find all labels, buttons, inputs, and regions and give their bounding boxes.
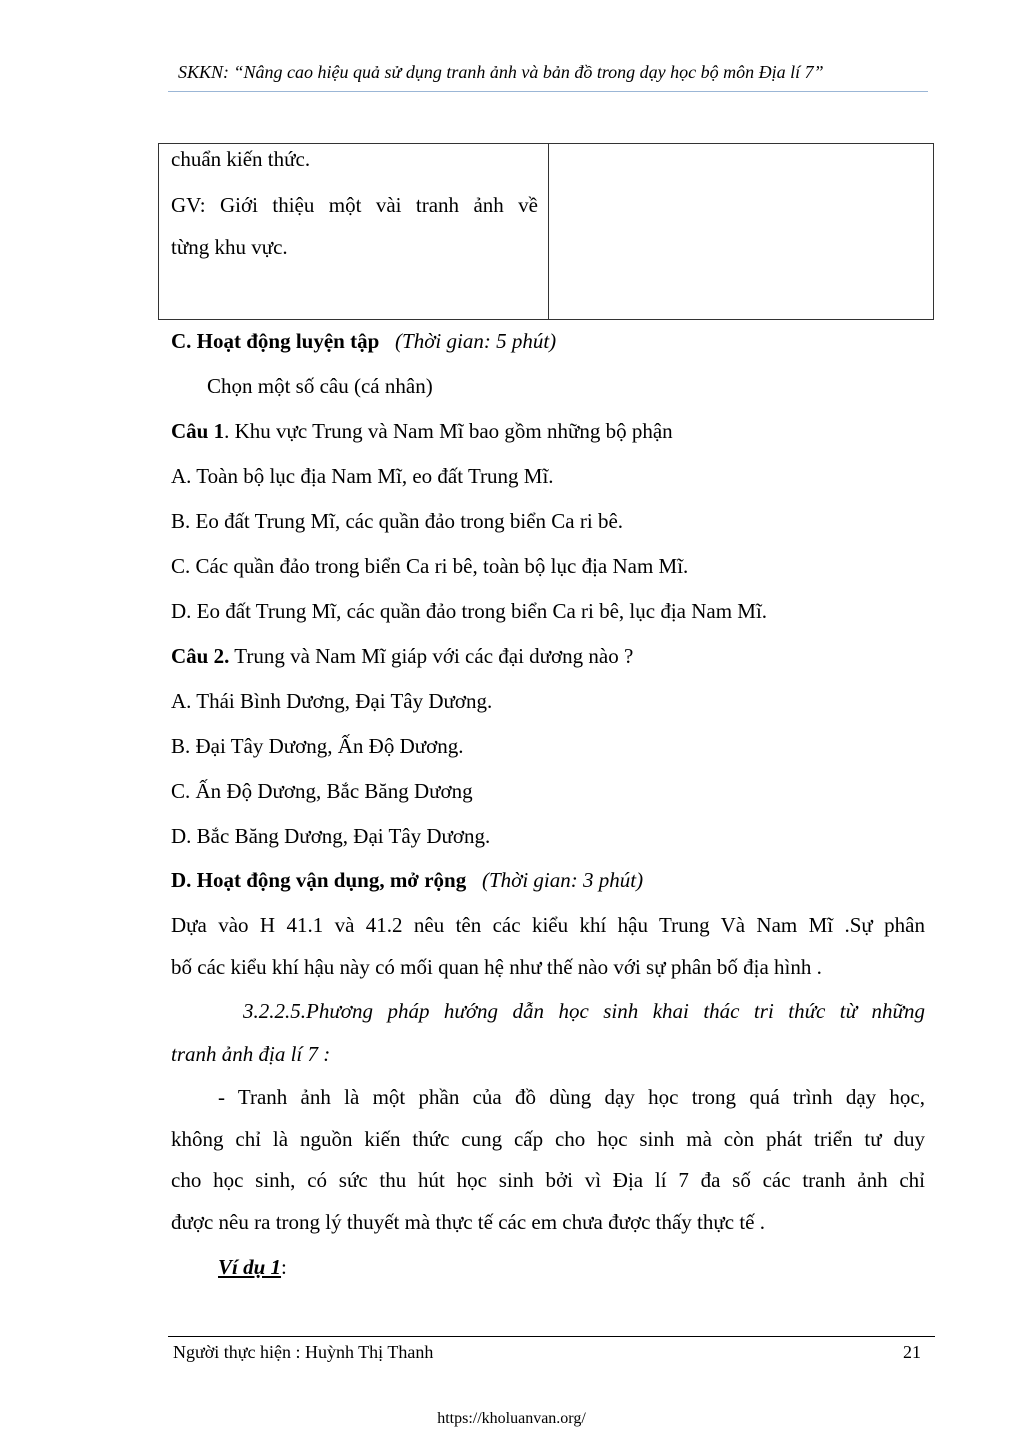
table-cell-line: chuẩn kiến thức.	[171, 147, 311, 171]
question-2-option-a: A. Thái Bình Dương, Đại Tây Dương.	[171, 689, 493, 713]
example-suffix: :	[281, 1255, 287, 1279]
footer-author: Người thực hiện : Huỳnh Thị Thanh	[173, 1342, 434, 1362]
body-paragraph-line: không chỉ là nguồn kiến thức cung cấp cho học sinh mà còn phát triển tư duy	[171, 1127, 925, 1151]
section-c-heading-line	[171, 329, 556, 353]
example-heading	[218, 1255, 287, 1279]
table-column-divider	[548, 143, 549, 320]
question-1-text: . Khu vực Trung và Nam Mĩ bao gồm những bộ phận	[224, 419, 673, 443]
section-c-heading: C. Hoạt động luyện tập	[171, 329, 380, 353]
header-divider	[168, 91, 928, 92]
body-paragraph-line: được nêu ra trong lý thuyết mà thực tế các em chưa được thấy thực tế .	[171, 1210, 765, 1234]
section-c-instruction: Chọn một số câu (cá nhân)	[207, 374, 433, 398]
section-d-time: (Thời gian: 3 phút)	[481, 868, 644, 892]
subsection-heading-cont: tranh ảnh địa lí 7 :	[171, 1042, 331, 1066]
question-1-option-b: B. Eo đất Trung Mĩ, các quần đảo trong biển Ca ri bê.	[171, 509, 624, 533]
example-label: Ví dụ 1	[218, 1255, 282, 1279]
body-paragraph-line: - Tranh ảnh là một phần của đồ dùng dạy học trong quá trình dạy học,	[218, 1085, 925, 1109]
body-paragraph-line: cho học sinh, có sức thu hút học sinh bởi vì Địa lí 7 đa số các tranh ảnh chỉ	[171, 1168, 925, 1192]
section-d-paragraph-line: bố các kiểu khí hậu này có mối quan hệ như thế nào với sự phân bố địa hình .	[171, 955, 822, 979]
footer-divider	[168, 1336, 935, 1337]
section-d-paragraph-line: Dựa vào H 41.1 và 41.2 nêu tên các kiểu khí hậu Trung Và Nam Mĩ .Sự phân	[171, 913, 925, 937]
page-number: 21	[903, 1342, 921, 1362]
question-2	[171, 644, 633, 668]
section-c-time: (Thời gian: 5 phút)	[395, 329, 557, 353]
question-1	[171, 419, 673, 443]
question-2-option-d: D. Bắc Băng Dương, Đại Tây Dương.	[171, 824, 491, 848]
question-2-text: Trung và Nam Mĩ giáp với các đại dương nào ?	[229, 644, 634, 668]
source-url[interactable]: https://kholuanvan.org/	[437, 1410, 586, 1427]
question-1-option-d: D. Eo đất Trung Mĩ, các quần đảo trong biển Ca ri bê, lục địa Nam Mĩ.	[171, 599, 768, 623]
table-cell-line: GV: Giới thiệu một vài tranh ảnh về	[171, 193, 538, 217]
running-header: SKKN: “Nâng cao hiệu quả sử dụng tranh ảnh và bản đồ trong dạy học bộ môn Địa lí 7”	[178, 62, 824, 82]
question-2-option-b: B. Đại Tây Dương, Ấn Độ Dương.	[171, 734, 464, 758]
question-1-option-a: A. Toàn bộ lục địa Nam Mĩ, eo đất Trung Mĩ.	[171, 464, 554, 488]
section-d-heading-line	[171, 868, 643, 892]
question-1-option-c: C. Các quần đảo trong biển Ca ri bê, toàn bộ lục địa Nam Mĩ.	[171, 554, 689, 578]
question-2-option-c: C. Ấn Độ Dương, Bắc Băng Dương	[171, 779, 473, 803]
question-2-label: Câu 2.	[171, 644, 230, 668]
subsection-heading: 3.2.2.5.Phương pháp hướng dẫn học sinh khai thác tri thức từ những	[243, 999, 925, 1023]
table-cell-line: từng khu vực.	[171, 235, 288, 259]
question-1-label: Câu 1	[171, 419, 225, 443]
section-d-heading: D. Hoạt động vận dụng, mở rộng	[171, 868, 467, 892]
